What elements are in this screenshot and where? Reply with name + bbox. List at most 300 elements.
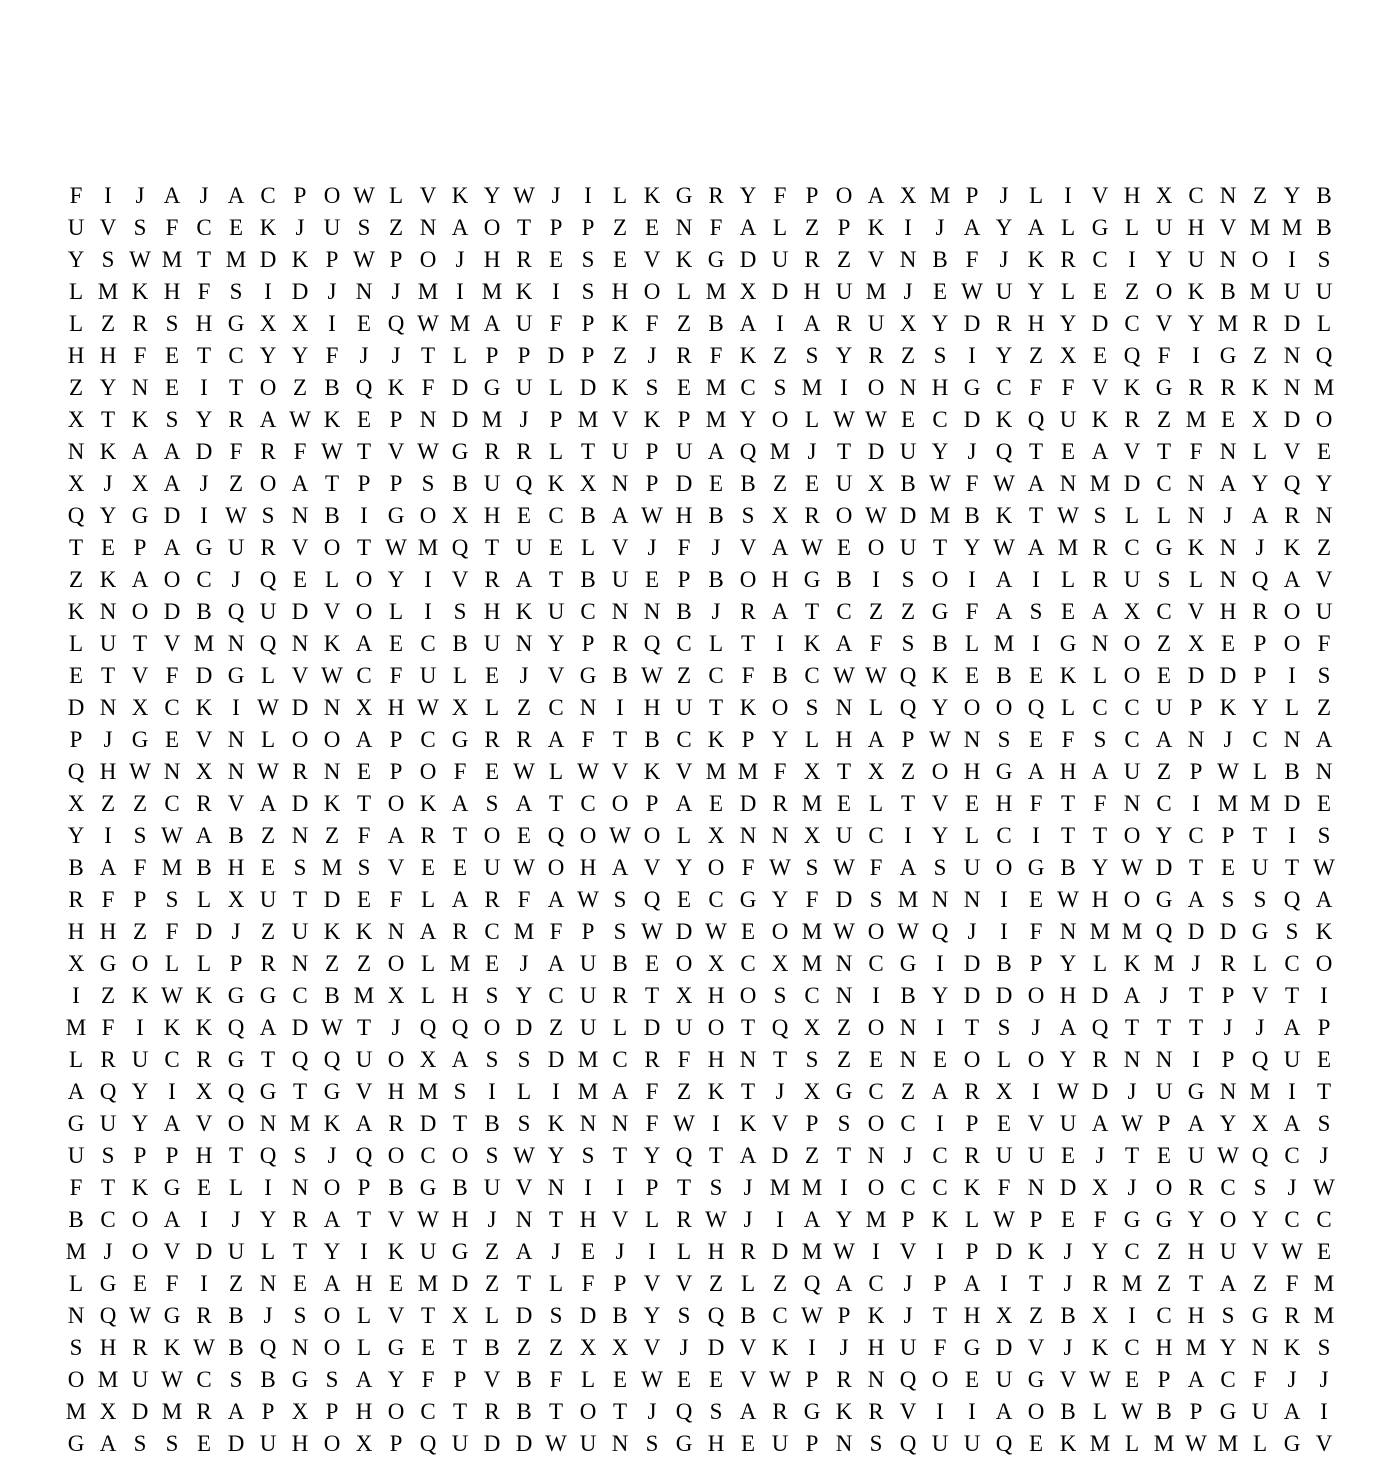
grid-letter[interactable]: C: [196, 567, 212, 592]
grid-letter[interactable]: W: [769, 855, 791, 880]
grid-letter[interactable]: G: [1027, 1367, 1045, 1392]
grid-letter[interactable]: U: [1315, 599, 1333, 624]
grid-letter[interactable]: V: [739, 535, 757, 560]
grid-letter[interactable]: B: [612, 951, 628, 976]
grid-letter[interactable]: U: [99, 631, 117, 656]
grid-letter[interactable]: I: [1288, 247, 1296, 272]
grid-letter[interactable]: D: [1187, 919, 1205, 944]
grid-letter[interactable]: S: [1029, 599, 1043, 624]
grid-letter[interactable]: Y: [1027, 279, 1045, 304]
grid-letter[interactable]: O: [579, 823, 597, 848]
grid-letter[interactable]: W: [1121, 1399, 1143, 1424]
grid-letter[interactable]: D: [1283, 407, 1301, 432]
grid-letter[interactable]: Q: [515, 471, 533, 496]
grid-letter[interactable]: D: [579, 375, 597, 400]
grid-letter[interactable]: R: [996, 311, 1012, 336]
grid-letter[interactable]: W: [993, 535, 1015, 560]
grid-letter[interactable]: K: [131, 279, 149, 304]
grid-letter[interactable]: L: [964, 631, 980, 656]
grid-letter[interactable]: Q: [1251, 1047, 1269, 1072]
grid-letter[interactable]: A: [1091, 759, 1109, 784]
grid-letter[interactable]: H: [643, 695, 661, 720]
grid-letter[interactable]: W: [865, 663, 887, 688]
grid-letter[interactable]: H: [1123, 183, 1141, 208]
grid-letter[interactable]: N: [739, 823, 757, 848]
grid-letter[interactable]: X: [1091, 1175, 1109, 1200]
grid-letter[interactable]: A: [227, 183, 245, 208]
grid-letter[interactable]: G: [67, 1111, 85, 1136]
grid-letter[interactable]: V: [643, 855, 661, 880]
grid-letter[interactable]: P: [645, 471, 659, 496]
grid-letter[interactable]: I: [1000, 1271, 1008, 1296]
grid-letter[interactable]: I: [616, 1175, 624, 1200]
grid-letter[interactable]: Z: [548, 1335, 564, 1360]
grid-letter[interactable]: I: [712, 1111, 720, 1136]
grid-letter[interactable]: W: [641, 1367, 663, 1392]
grid-letter[interactable]: B: [196, 855, 212, 880]
grid-letter[interactable]: T: [1028, 439, 1044, 464]
grid-letter[interactable]: E: [1316, 791, 1332, 816]
grid-letter[interactable]: B: [516, 1367, 532, 1392]
grid-letter[interactable]: P: [165, 1143, 179, 1168]
grid-letter[interactable]: O: [931, 759, 949, 784]
grid-letter[interactable]: U: [675, 1015, 693, 1040]
grid-letter[interactable]: D: [739, 791, 757, 816]
grid-letter[interactable]: H: [1219, 599, 1237, 624]
grid-letter[interactable]: I: [1192, 1047, 1200, 1072]
grid-letter[interactable]: V: [483, 1367, 501, 1392]
grid-letter[interactable]: A: [259, 1015, 277, 1040]
grid-letter[interactable]: L: [420, 951, 436, 976]
grid-letter[interactable]: N: [1219, 439, 1237, 464]
grid-letter[interactable]: L: [1060, 215, 1076, 240]
grid-letter[interactable]: V: [931, 791, 949, 816]
grid-letter[interactable]: Q: [99, 1079, 117, 1104]
grid-letter[interactable]: S: [1221, 887, 1235, 912]
grid-letter[interactable]: W: [929, 727, 951, 752]
grid-letter[interactable]: A: [547, 951, 565, 976]
grid-letter[interactable]: T: [612, 727, 628, 752]
grid-letter[interactable]: L: [1252, 439, 1268, 464]
grid-letter[interactable]: V: [227, 791, 245, 816]
grid-letter[interactable]: W: [129, 1303, 151, 1328]
grid-letter[interactable]: S: [1317, 823, 1331, 848]
grid-letter[interactable]: Q: [931, 919, 949, 944]
grid-letter[interactable]: O: [67, 1367, 85, 1392]
grid-letter[interactable]: G: [1155, 375, 1173, 400]
grid-letter[interactable]: G: [1219, 1399, 1237, 1424]
grid-letter[interactable]: Z: [100, 983, 116, 1008]
grid-letter[interactable]: W: [513, 1143, 535, 1168]
grid-letter[interactable]: Z: [324, 823, 340, 848]
grid-letter[interactable]: L: [228, 1175, 244, 1200]
grid-letter[interactable]: V: [387, 1303, 405, 1328]
grid-letter[interactable]: O: [131, 599, 149, 624]
grid-letter[interactable]: B: [900, 471, 916, 496]
grid-letter[interactable]: R: [1284, 503, 1300, 528]
grid-letter[interactable]: F: [677, 1047, 691, 1072]
grid-letter[interactable]: S: [709, 1399, 723, 1424]
grid-letter[interactable]: Q: [355, 1143, 373, 1168]
grid-letter[interactable]: T: [100, 663, 116, 688]
grid-letter[interactable]: H: [99, 1335, 117, 1360]
grid-letter[interactable]: U: [259, 599, 277, 624]
grid-letter[interactable]: N: [323, 759, 341, 784]
grid-letter[interactable]: H: [195, 1143, 213, 1168]
grid-letter[interactable]: J: [807, 439, 817, 464]
grid-letter[interactable]: R: [484, 887, 500, 912]
grid-letter[interactable]: Y: [1059, 311, 1077, 336]
grid-letter[interactable]: O: [1315, 407, 1333, 432]
grid-letter[interactable]: P: [1221, 823, 1235, 848]
grid-letter[interactable]: P: [581, 631, 595, 656]
grid-letter[interactable]: V: [611, 759, 629, 784]
grid-letter[interactable]: Z: [516, 1335, 532, 1360]
grid-letter[interactable]: Q: [67, 503, 85, 528]
grid-letter[interactable]: T: [516, 1271, 532, 1296]
grid-letter[interactable]: T: [836, 1143, 852, 1168]
grid-letter[interactable]: M: [577, 1047, 599, 1072]
grid-letter[interactable]: A: [995, 1399, 1013, 1424]
grid-letter[interactable]: C: [1284, 951, 1300, 976]
grid-letter[interactable]: J: [1319, 1367, 1329, 1392]
grid-letter[interactable]: K: [1283, 1335, 1301, 1360]
grid-letter[interactable]: V: [1155, 311, 1173, 336]
grid-letter[interactable]: E: [484, 759, 500, 784]
grid-letter[interactable]: L: [804, 407, 820, 432]
grid-letter[interactable]: Z: [708, 1271, 724, 1296]
grid-letter[interactable]: I: [1128, 247, 1136, 272]
grid-letter[interactable]: H: [1059, 983, 1077, 1008]
grid-letter[interactable]: C: [164, 695, 180, 720]
grid-letter[interactable]: T: [228, 1143, 244, 1168]
grid-letter[interactable]: F: [677, 535, 691, 560]
grid-letter[interactable]: K: [707, 727, 725, 752]
grid-letter[interactable]: Y: [931, 983, 949, 1008]
grid-letter[interactable]: N: [1219, 247, 1237, 272]
grid-letter[interactable]: T: [1156, 1015, 1172, 1040]
grid-letter[interactable]: M: [577, 407, 599, 432]
grid-letter[interactable]: X: [419, 1047, 437, 1072]
grid-letter[interactable]: W: [1121, 855, 1143, 880]
grid-letter[interactable]: O: [867, 1015, 885, 1040]
grid-letter[interactable]: M: [1249, 215, 1271, 240]
grid-letter[interactable]: A: [163, 1207, 181, 1232]
grid-letter[interactable]: N: [515, 631, 533, 656]
grid-letter[interactable]: Q: [643, 887, 661, 912]
grid-letter[interactable]: T: [484, 535, 500, 560]
grid-letter[interactable]: C: [580, 791, 596, 816]
grid-letter[interactable]: A: [323, 1207, 341, 1232]
grid-letter[interactable]: Z: [836, 1015, 852, 1040]
grid-letter[interactable]: U: [675, 695, 693, 720]
grid-letter[interactable]: N: [899, 1015, 917, 1040]
grid-letter[interactable]: T: [548, 1207, 564, 1232]
grid-letter[interactable]: F: [1029, 919, 1043, 944]
grid-letter[interactable]: C: [868, 823, 884, 848]
grid-letter[interactable]: O: [355, 567, 373, 592]
grid-letter[interactable]: S: [1317, 247, 1331, 272]
grid-letter[interactable]: P: [645, 791, 659, 816]
grid-letter[interactable]: Q: [387, 311, 405, 336]
grid-letter[interactable]: D: [771, 1239, 789, 1264]
grid-letter[interactable]: E: [708, 471, 724, 496]
grid-letter[interactable]: X: [803, 823, 821, 848]
grid-letter[interactable]: T: [964, 1015, 980, 1040]
grid-letter[interactable]: V: [675, 1271, 693, 1296]
grid-letter[interactable]: J: [1127, 1175, 1137, 1200]
grid-letter[interactable]: M: [1217, 791, 1239, 816]
grid-letter[interactable]: U: [1155, 215, 1173, 240]
grid-letter[interactable]: T: [452, 1111, 468, 1136]
grid-letter[interactable]: D: [227, 1431, 245, 1456]
grid-letter[interactable]: C: [1124, 1335, 1140, 1360]
grid-letter[interactable]: U: [547, 599, 565, 624]
grid-letter[interactable]: T: [452, 1335, 468, 1360]
grid-letter[interactable]: E: [900, 407, 916, 432]
grid-letter[interactable]: P: [965, 1111, 979, 1136]
grid-letter[interactable]: W: [161, 983, 183, 1008]
grid-letter[interactable]: T: [1188, 1015, 1204, 1040]
grid-letter[interactable]: W: [993, 1207, 1015, 1232]
grid-letter[interactable]: K: [515, 279, 533, 304]
grid-letter[interactable]: S: [517, 1047, 531, 1072]
grid-letter[interactable]: E: [1124, 1367, 1140, 1392]
grid-letter[interactable]: J: [359, 343, 369, 368]
grid-letter[interactable]: Q: [1283, 471, 1301, 496]
grid-letter[interactable]: Q: [899, 1367, 917, 1392]
grid-letter[interactable]: G: [1187, 1079, 1205, 1104]
grid-letter[interactable]: K: [1251, 375, 1269, 400]
grid-letter[interactable]: D: [675, 919, 693, 944]
grid-letter[interactable]: E: [1060, 599, 1076, 624]
grid-letter[interactable]: T: [356, 439, 372, 464]
grid-letter[interactable]: B: [708, 311, 724, 336]
grid-letter[interactable]: S: [549, 1303, 563, 1328]
grid-letter[interactable]: P: [1157, 1367, 1171, 1392]
grid-letter[interactable]: G: [675, 1431, 693, 1456]
grid-letter[interactable]: Q: [675, 1143, 693, 1168]
grid-letter[interactable]: A: [163, 535, 181, 560]
grid-letter[interactable]: R: [1124, 407, 1140, 432]
grid-letter[interactable]: F: [133, 855, 147, 880]
grid-letter[interactable]: S: [325, 1367, 339, 1392]
grid-letter[interactable]: W: [353, 247, 375, 272]
grid-letter[interactable]: B: [228, 1303, 244, 1328]
grid-letter[interactable]: V: [291, 535, 309, 560]
grid-letter[interactable]: O: [867, 375, 885, 400]
grid-letter[interactable]: J: [1191, 951, 1201, 976]
grid-letter[interactable]: J: [1319, 1143, 1329, 1168]
grid-letter[interactable]: L: [1124, 503, 1140, 528]
grid-letter[interactable]: R: [484, 567, 500, 592]
grid-letter[interactable]: O: [387, 791, 405, 816]
grid-letter[interactable]: A: [1059, 1015, 1077, 1040]
grid-letter[interactable]: I: [904, 823, 912, 848]
grid-letter[interactable]: N: [131, 375, 149, 400]
grid-letter[interactable]: R: [740, 1239, 756, 1264]
grid-letter[interactable]: E: [1028, 727, 1044, 752]
grid-letter[interactable]: N: [291, 503, 309, 528]
grid-letter[interactable]: O: [483, 823, 501, 848]
grid-letter[interactable]: I: [776, 631, 784, 656]
grid-letter[interactable]: A: [1027, 759, 1045, 784]
grid-letter[interactable]: W: [321, 439, 343, 464]
grid-letter[interactable]: O: [1219, 1207, 1237, 1232]
grid-letter[interactable]: S: [485, 1143, 499, 1168]
grid-letter[interactable]: C: [708, 663, 724, 688]
grid-letter[interactable]: A: [515, 567, 533, 592]
grid-letter[interactable]: X: [131, 471, 149, 496]
grid-letter[interactable]: G: [451, 727, 469, 752]
grid-letter[interactable]: C: [1156, 791, 1172, 816]
grid-letter[interactable]: Q: [707, 1303, 725, 1328]
grid-letter[interactable]: P: [357, 471, 371, 496]
grid-letter[interactable]: I: [936, 1239, 944, 1264]
grid-letter[interactable]: A: [995, 599, 1013, 624]
grid-letter[interactable]: W: [801, 1303, 823, 1328]
grid-letter[interactable]: W: [289, 407, 311, 432]
grid-letter[interactable]: K: [803, 631, 821, 656]
grid-letter[interactable]: N: [611, 1111, 629, 1136]
grid-letter[interactable]: Q: [995, 1431, 1013, 1456]
grid-letter[interactable]: O: [739, 983, 757, 1008]
grid-letter[interactable]: I: [264, 279, 272, 304]
grid-letter[interactable]: I: [584, 1175, 592, 1200]
grid-letter[interactable]: T: [1092, 823, 1108, 848]
grid-letter[interactable]: B: [68, 855, 84, 880]
grid-letter[interactable]: O: [867, 919, 885, 944]
grid-letter[interactable]: Z: [1156, 1239, 1172, 1264]
grid-letter[interactable]: T: [292, 1079, 308, 1104]
grid-letter[interactable]: I: [1192, 791, 1200, 816]
grid-letter[interactable]: O: [323, 183, 341, 208]
grid-letter[interactable]: D: [963, 951, 981, 976]
grid-letter[interactable]: W: [193, 1335, 215, 1360]
grid-letter[interactable]: J: [1095, 1143, 1105, 1168]
grid-letter[interactable]: L: [1060, 567, 1076, 592]
grid-letter[interactable]: W: [129, 247, 151, 272]
grid-letter[interactable]: I: [200, 1207, 208, 1232]
grid-letter[interactable]: N: [1219, 567, 1237, 592]
grid-letter[interactable]: Y: [995, 343, 1013, 368]
grid-letter[interactable]: G: [1091, 215, 1109, 240]
grid-letter[interactable]: O: [1123, 663, 1141, 688]
grid-letter[interactable]: O: [963, 695, 981, 720]
grid-letter[interactable]: R: [420, 823, 436, 848]
grid-letter[interactable]: G: [1155, 535, 1173, 560]
grid-letter[interactable]: T: [1252, 823, 1268, 848]
grid-letter[interactable]: C: [1124, 535, 1140, 560]
grid-letter[interactable]: I: [72, 983, 80, 1008]
grid-letter[interactable]: O: [1027, 1399, 1045, 1424]
grid-letter[interactable]: Z: [900, 759, 916, 784]
grid-letter[interactable]: M: [1281, 215, 1303, 240]
grid-letter[interactable]: J: [103, 727, 113, 752]
grid-letter[interactable]: K: [739, 1111, 757, 1136]
grid-letter[interactable]: B: [708, 503, 724, 528]
grid-letter[interactable]: N: [835, 951, 853, 976]
grid-letter[interactable]: C: [836, 599, 852, 624]
grid-letter[interactable]: U: [355, 1047, 373, 1072]
grid-letter[interactable]: L: [484, 1303, 500, 1328]
grid-letter[interactable]: D: [771, 279, 789, 304]
grid-letter[interactable]: Y: [67, 247, 85, 272]
grid-letter[interactable]: T: [772, 1047, 788, 1072]
grid-letter[interactable]: N: [899, 375, 917, 400]
grid-letter[interactable]: G: [675, 183, 693, 208]
grid-letter[interactable]: S: [1221, 1303, 1235, 1328]
grid-letter[interactable]: H: [803, 279, 821, 304]
grid-letter[interactable]: P: [549, 407, 563, 432]
grid-letter[interactable]: T: [900, 791, 916, 816]
grid-letter[interactable]: L: [516, 1079, 532, 1104]
grid-letter[interactable]: B: [612, 1303, 628, 1328]
grid-letter[interactable]: Z: [132, 791, 148, 816]
grid-letter[interactable]: E: [1156, 663, 1172, 688]
grid-letter[interactable]: E: [356, 759, 372, 784]
grid-letter[interactable]: J: [999, 183, 1009, 208]
grid-letter[interactable]: D: [995, 983, 1013, 1008]
grid-letter[interactable]: D: [451, 375, 469, 400]
grid-letter[interactable]: B: [1220, 279, 1236, 304]
grid-letter[interactable]: E: [388, 631, 404, 656]
grid-letter[interactable]: R: [196, 1399, 212, 1424]
grid-letter[interactable]: D: [1219, 663, 1237, 688]
grid-letter[interactable]: U: [1155, 695, 1173, 720]
grid-letter[interactable]: B: [1060, 1303, 1076, 1328]
grid-letter[interactable]: Q: [99, 1303, 117, 1328]
grid-letter[interactable]: B: [644, 727, 660, 752]
grid-letter[interactable]: C: [1284, 1143, 1300, 1168]
grid-letter[interactable]: A: [867, 727, 885, 752]
grid-letter[interactable]: C: [1284, 1207, 1300, 1232]
grid-letter[interactable]: E: [1092, 279, 1108, 304]
grid-letter[interactable]: Z: [516, 695, 532, 720]
grid-letter[interactable]: N: [291, 823, 309, 848]
grid-letter[interactable]: L: [644, 1207, 660, 1232]
grid-letter[interactable]: P: [485, 343, 499, 368]
grid-letter[interactable]: Q: [739, 439, 757, 464]
grid-letter[interactable]: G: [1155, 887, 1173, 912]
grid-letter[interactable]: M: [417, 1079, 439, 1104]
grid-letter[interactable]: R: [1188, 1175, 1204, 1200]
grid-letter[interactable]: X: [259, 311, 277, 336]
grid-letter[interactable]: R: [196, 791, 212, 816]
grid-letter[interactable]: G: [67, 1431, 85, 1456]
grid-letter[interactable]: Y: [195, 407, 213, 432]
grid-letter[interactable]: M: [1153, 951, 1175, 976]
grid-letter[interactable]: E: [356, 887, 372, 912]
grid-letter[interactable]: M: [1313, 1271, 1335, 1296]
grid-letter[interactable]: S: [1253, 1175, 1267, 1200]
grid-letter[interactable]: U: [515, 535, 533, 560]
grid-letter[interactable]: Y: [931, 695, 949, 720]
grid-letter[interactable]: W: [769, 1367, 791, 1392]
grid-letter[interactable]: Z: [484, 1271, 500, 1296]
grid-letter[interactable]: L: [68, 631, 84, 656]
grid-letter[interactable]: J: [103, 471, 113, 496]
grid-letter[interactable]: I: [968, 343, 976, 368]
grid-letter[interactable]: N: [1219, 535, 1237, 560]
grid-letter[interactable]: R: [1252, 311, 1268, 336]
grid-letter[interactable]: W: [833, 855, 855, 880]
grid-letter[interactable]: Y: [995, 215, 1013, 240]
grid-letter[interactable]: A: [547, 887, 565, 912]
grid-letter[interactable]: T: [356, 1207, 372, 1232]
grid-letter[interactable]: G: [163, 1175, 181, 1200]
grid-letter[interactable]: O: [835, 183, 853, 208]
